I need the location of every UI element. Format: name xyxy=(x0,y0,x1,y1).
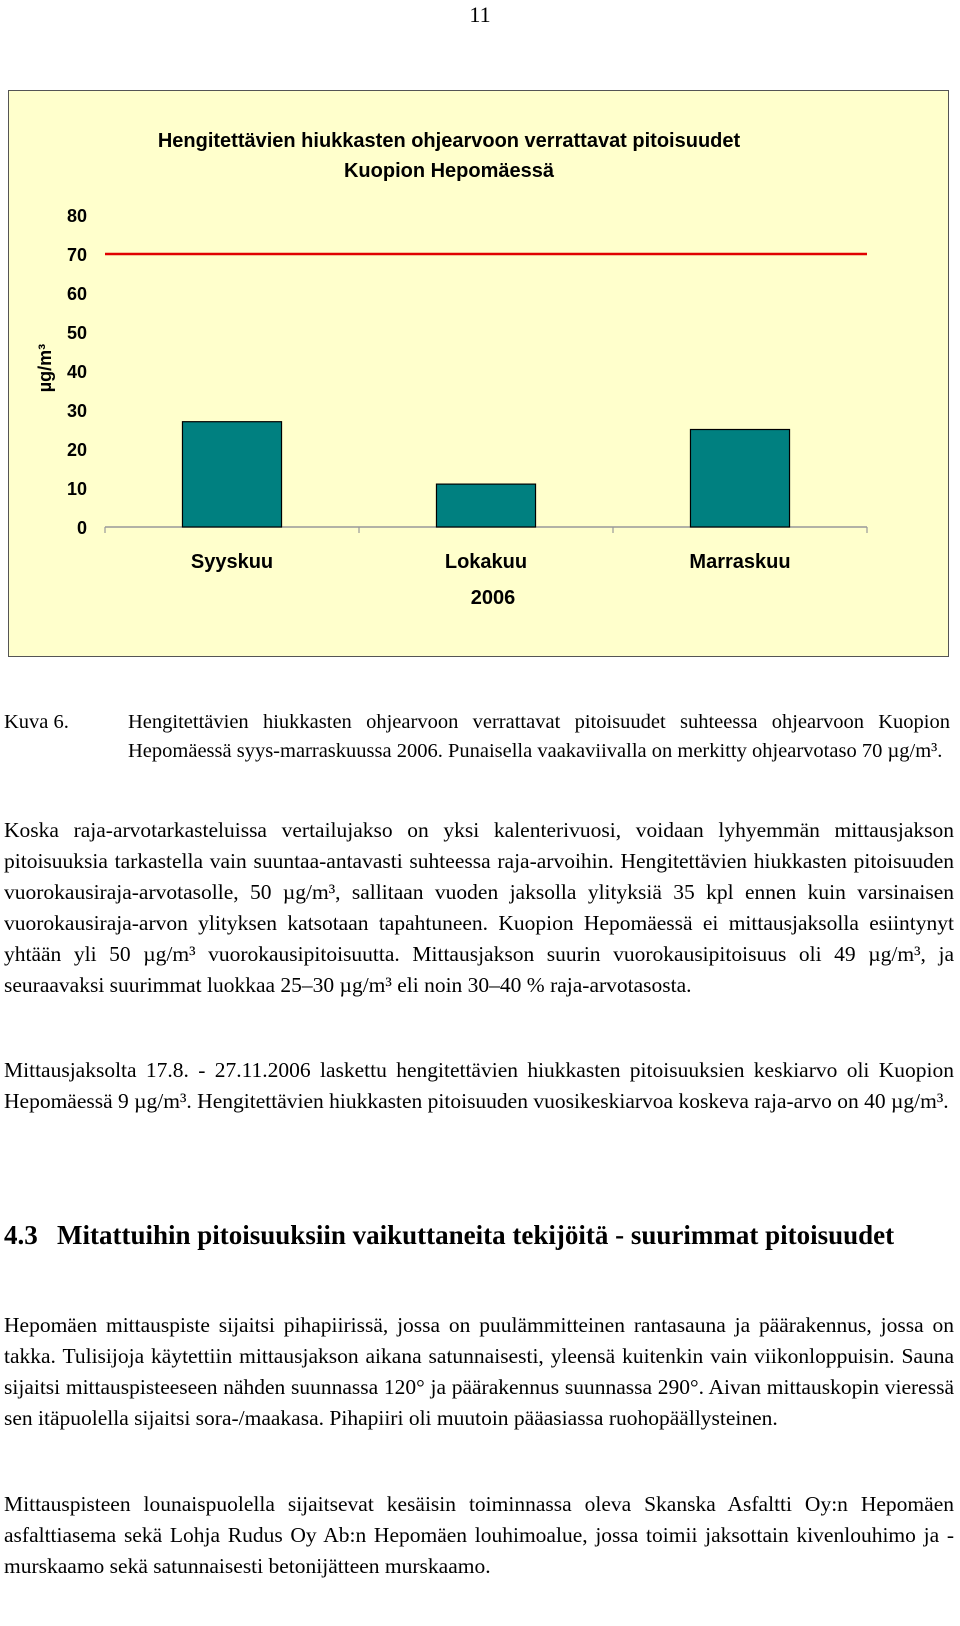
bar-chart xyxy=(8,90,949,657)
paragraph-2: Mittausjaksolta 17.8. - 27.11.2006 laskettu hengitettävien hiukkasten pitoisuuksien keskiarvo oli Kuopion Hepomäessä 9 µg/m³. Hengitettävien hiukkasten pitoisuuden vuosikeskiarvoa koskeva raja-arvo on 40 µg/m³. xyxy=(4,1058,954,1113)
y-tick-label: 10 xyxy=(66,479,87,499)
y-tick-label: 80 xyxy=(66,206,87,226)
y-tick-label: 70 xyxy=(66,245,87,265)
page-number: 11 xyxy=(469,2,491,27)
y-tick-label: 40 xyxy=(66,362,87,382)
y-tick-label: 0 xyxy=(76,518,87,538)
paragraph-1: Koska raja-arvotarkasteluissa vertailujakso on yksi kalenterivuosi, voidaan lyhyemmän mittausjakson pitoisuuksia tarkastella vain suuntaa-antavasti suhteessa raja-arvoihin. Hengitettävien hiukkasten pitoisuuden vuorokausiraja-arvotasolle, 50 µg/m³, sallitaan vuoden jaksolla ylityksiä 35 kpl ennen kuin varsinaisen vuorokausiraja-arvon ylityksen katsotaan tapahtuneen. Kuopion Hepomäessä ei mittausjaksolla esiintynyt yhtään yli 50 µg/m³ vuorokausipitoisuutta. Mittausjakson suurin vuorokausipitoisuus oli 49 µg/m³, ja seuraavaksi suurimmat luokkaa 25–30 µg/m³ eli noin 30–40 % raja-arvotasosta. xyxy=(4,818,954,997)
caption-label: Kuva 6. xyxy=(4,711,69,733)
y-tick-label: 20 xyxy=(66,440,87,460)
figure-caption xyxy=(4,708,954,766)
bar xyxy=(690,430,789,528)
paragraph-4: Mittauspisteen lounaispuolella sijaitsevat kesäisin toiminnassa oleva Skanska Asfaltti Oy:n Hepomäen asfalttiasema sekä Lohja Rudus Oy Ab:n Hepomäen louhimoalue, jossa toimii jaksottain kivenlouhimo ja -murskaamo sekä satunnaisesti betonijätteen murskaamo. xyxy=(4,1492,954,1578)
chart-title-line2: Kuopion Hepomäessä xyxy=(343,160,555,182)
y-tick-label: 50 xyxy=(66,323,87,343)
bar xyxy=(436,484,535,527)
chart-title-line1: Hengitettävien hiukkasten ohjearvoon verrattavat pitoisuudet xyxy=(157,130,741,152)
x-tick-label: Marraskuu xyxy=(689,551,791,573)
bar xyxy=(182,422,281,527)
section-number: 4.3 xyxy=(4,1220,38,1250)
x-tick-label: Lokakuu xyxy=(444,551,528,573)
caption-text: Hengitettävien hiukkasten ohjearvoon verrattavat pitoisuudet suhteessa ohjearvoon Kuopion Hepomäessä syys-marraskuussa 2006. Punaisella vaakaviivalla on merkitty ohjearvotaso 70 µg/m³. xyxy=(128,711,950,762)
plot-area xyxy=(67,206,867,573)
y-tick-label: 30 xyxy=(66,401,87,421)
section-title: Mitattuihin pitoisuuksiin vaikuttaneita tekijöitä - suurimmat pitoisuudet xyxy=(57,1220,895,1250)
x-axis-label: 2006 xyxy=(470,587,516,609)
y-tick-label: 60 xyxy=(66,284,87,304)
chart-svg xyxy=(9,91,950,658)
x-tick-label: Syyskuu xyxy=(190,551,274,573)
y-axis-label: µg/m³ xyxy=(35,343,55,393)
section-heading xyxy=(4,1217,954,1253)
paragraph-3: Hepomäen mittauspiste sijaitsi pihapiirissä, jossa on puulämmitteinen rantasauna ja päärakennus, jossa on takka. Tulisijoja käytettiin mittausjakson aikana satunnaisesti, yleensä kuitenkin vain viikonloppuisin. Sauna sijaitsi mittauspisteeseen nähden suunnassa 120° ja päärakennus suunnassa 290°. Aivan mittauskopin vieressä sen itäpuolella sijaitsi sora-/maakasa. Pihapiiri oli muutoin pääasiassa ruohopäällysteinen. xyxy=(4,1313,954,1430)
